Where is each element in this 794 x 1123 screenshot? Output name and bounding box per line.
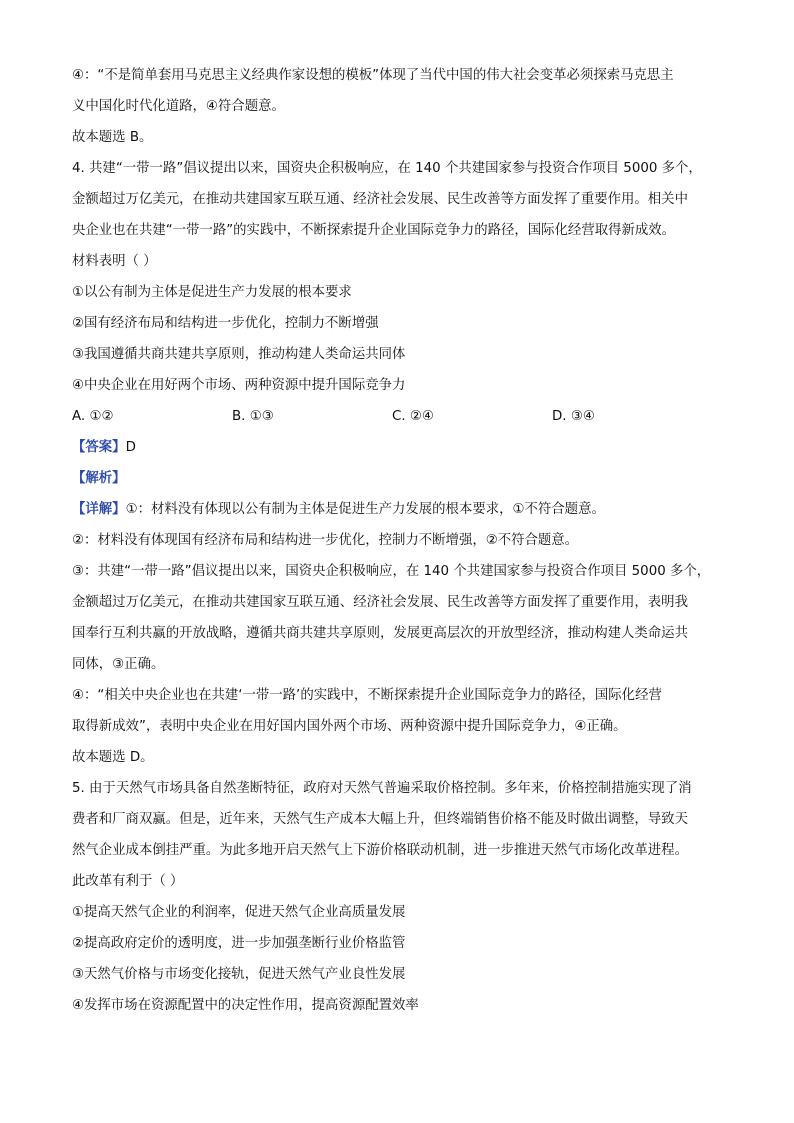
q5-item: ②提高政府定价的透明度，进一步加强垄断行业价格监管 [72,936,406,951]
q4-item: ③我国遵循共商共建共享原则，推动构建人类命运共同体 [72,347,406,362]
q4-stem-line: 4. 共建“一带一路”倡议提出以来，国资央企积极响应，在 140 个共建国家参与投资合作项目 5000 多个， [72,161,702,176]
q5-prompt: 此改革有利于（ ） [72,874,184,889]
q4-answer [72,432,728,463]
q3-conclusion: 故本题选 B。 [72,130,153,145]
q4-item: ④中央企业在用好两个市场、两种资源中提升国际竞争力 [72,378,406,393]
document-content [72,60,728,1021]
q3-analysis-line: ④：“不是简单套用马克思主义经典作家设想的模板”体现了当代中国的伟大社会变革必须探索马克思主 [72,68,674,83]
q4-option-b: B. ①③ [232,409,274,424]
q4-detail-line: ②：材料没有体现国有经济布局和结构进一步优化，控制力不断增强，②不符合题意。 [72,533,579,548]
q5-stem-line: 然气企业成本倒挂严重。为此多地开启天然气上下游价格联动机制，进一步推进天然气市场化改革进程。 [72,843,688,858]
q4-detail-line [72,494,728,525]
q3-analysis-line: 义中国化时代化道路，④符合题意。 [72,99,285,114]
q4-analysis-heading [72,463,728,494]
detail-text: ①：材料没有体现以公有制为主体是促进生产力发展的根本要求，①不符合题意。 [125,502,605,517]
q4-detail-line: 金额超过万亿美元，在推动共建国家互联互通、经济社会发展、民生改善等方面发挥了重要作用，表明我 [72,595,688,610]
q4-detail-line: 同体，③正确。 [72,657,165,672]
q4-option-d: D. ③④ [552,409,595,424]
detail-tag: 【详解】 [72,502,126,517]
q5-stem-line: 费者和厂商双赢。但是，近年来，天然气生产成本大幅上升，但终端销售价格不能及时做出调整，导致天 [72,812,688,827]
q4-item: ①以公有制为主体是促进生产力发展的根本要求 [72,285,352,300]
q4-detail-line: ④：“相关中央企业也在共建‘一带一路’的实践中，不断探索提升企业国际竞争力的路径，国际化经营 [72,688,662,703]
q4-item: ②国有经济布局和结构进一步优化，控制力不断增强 [72,316,379,331]
answer-tag: 【答案】 [72,440,126,455]
q5-item: ④发挥市场在资源配置中的决定性作用，提高资源配置效率 [72,998,419,1013]
q5-stem-line: 5. 由于天然气市场具备自然垄断特征，政府对天然气普遍采取价格控制。多年来，价格控制措施实现了消 [72,781,692,796]
q4-detail-line: 国奉行互利共赢的开放战略，遵循共商共建共享原则，发展更高层次的开放型经济，推动构建人类命运共 [72,626,688,641]
q4-option-c: C. ②④ [392,409,434,424]
q5-item: ①提高天然气企业的利润率，促进天然气企业高质量发展 [72,905,406,920]
q4-stem-line: 金额超过万亿美元，在推动共建国家互联互通、经济社会发展、民生改善等方面发挥了重要作用。相关中 [72,192,688,207]
q4-detail-line: ③：共建“一带一路”倡议提出以来，国资央企积极响应，在 140 个共建国家参与投资合作项目 5000 多个， [72,564,711,579]
q4-conclusion: 故本题选 D。 [72,750,154,765]
q4-options [72,401,728,432]
q4-option-a: A. ①② [72,409,114,424]
q4-detail-line: 取得新成效”，表明中央企业在用好国内国外两个市场、两种资源中提升国际竞争力，④正确。 [72,719,627,734]
q5-item: ③天然气价格与市场变化接轨，促进天然气产业良性发展 [72,967,406,982]
q4-prompt: 材料表明（ ） [72,254,157,269]
answer-value: D [125,440,136,455]
q4-stem-line: 央企业也在共建“一带一路”的实践中，不断探索提升企业国际竞争力的路径，国际化经营取得新成效。 [72,223,676,238]
analysis-tag: 【解析】 [72,471,126,486]
